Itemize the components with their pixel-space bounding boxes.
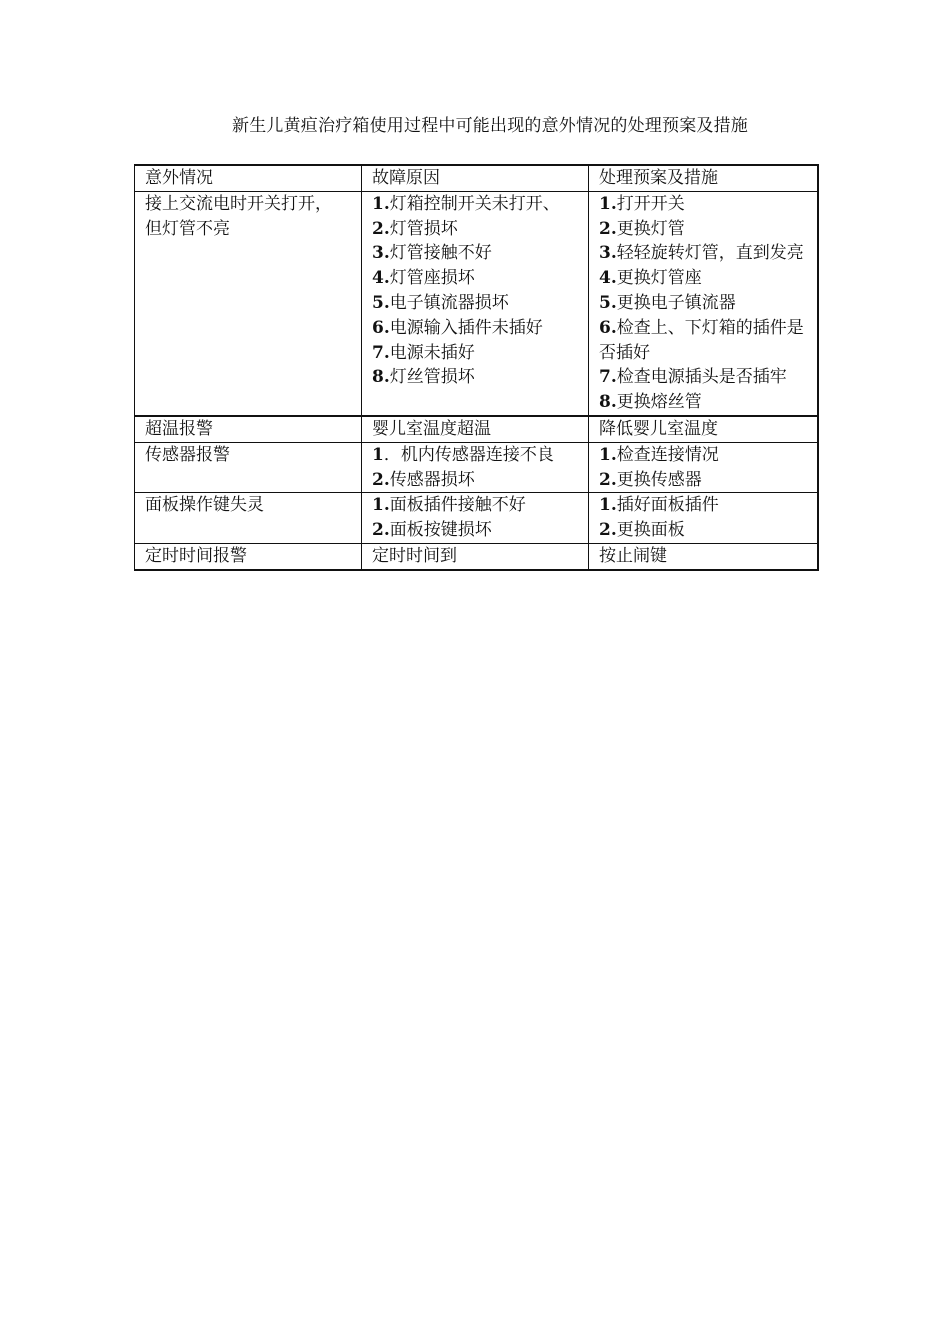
header-cause: 故障原因 bbox=[362, 165, 589, 191]
measure-item: 3.轻轻旋转灯管，直到发亮 bbox=[599, 243, 804, 264]
situation-cell bbox=[135, 416, 362, 442]
measure-item: 按止闹键 bbox=[599, 545, 667, 566]
cause-cell bbox=[362, 543, 589, 569]
cause-item: 定时时间到 bbox=[372, 545, 457, 566]
cause-item: 1.面板插件接触不好 bbox=[372, 495, 526, 516]
measure-item: 7.检查电源插头是否插牢 bbox=[599, 367, 787, 388]
cause-item: 4.灯管座损坏 bbox=[372, 268, 475, 289]
cause-cell bbox=[362, 191, 589, 416]
measure-item: 4.更换灯管座 bbox=[599, 268, 702, 289]
cause-item: 6.电源输入插件未插好 bbox=[372, 317, 543, 338]
situation-cell bbox=[135, 493, 362, 544]
cause-cell bbox=[362, 416, 589, 442]
header-situation: 意外情况 bbox=[135, 165, 362, 191]
situation-text: 定时时间报警 bbox=[145, 545, 247, 566]
cause-item: 婴儿室温度超温 bbox=[372, 418, 491, 439]
situation-cell bbox=[135, 442, 362, 493]
cause-item: 2.灯管损坏 bbox=[372, 218, 458, 239]
measure-item: 5.更换电子镇流器 bbox=[599, 292, 736, 313]
table-row bbox=[135, 543, 818, 569]
document-title: 新生儿黄疸治疗箱使用过程中可能出现的意外情况的处理预案及措施 bbox=[232, 116, 748, 136]
measure-item: 6.检查上、下灯箱的插件是否插好 bbox=[599, 317, 804, 363]
fault-handling-table bbox=[134, 164, 819, 571]
measures-cell bbox=[589, 442, 818, 493]
measures-cell bbox=[589, 543, 818, 569]
cause-item: 2.传感器损坏 bbox=[372, 469, 475, 490]
measure-item: 1.检查连接情况 bbox=[599, 444, 719, 465]
situation-cell bbox=[135, 191, 362, 416]
table-row bbox=[135, 493, 818, 544]
table-row bbox=[135, 416, 818, 442]
cause-cell bbox=[362, 442, 589, 493]
cause-item: 5.电子镇流器损坏 bbox=[372, 292, 509, 313]
cause-item: 1．机内传感器连接不良 bbox=[372, 444, 554, 465]
cause-item: 3.灯管接触不好 bbox=[372, 243, 492, 264]
cause-item: 7.电源未插好 bbox=[372, 342, 475, 363]
measure-item: 降低婴儿室温度 bbox=[599, 418, 718, 439]
cause-item: 8.灯丝管损坏 bbox=[372, 367, 475, 388]
table-header-row bbox=[135, 165, 818, 191]
situation-text: 传感器报警 bbox=[145, 444, 230, 465]
table-row bbox=[135, 191, 818, 416]
measure-item: 2.更换面板 bbox=[599, 520, 685, 541]
measures-cell bbox=[589, 416, 818, 442]
cause-item: 1.灯箱控制开关未打开、 bbox=[372, 193, 560, 214]
measure-item: 2.更换灯管 bbox=[599, 218, 685, 239]
cause-cell bbox=[362, 493, 589, 544]
table-row bbox=[135, 442, 818, 493]
cause-item: 2.面板按键损坏 bbox=[372, 520, 492, 541]
measure-item: 1.打开开关 bbox=[599, 193, 685, 214]
situation-text: 超温报警 bbox=[145, 418, 213, 439]
measure-item: 1.插好面板插件 bbox=[599, 495, 719, 516]
situation-text: 接上交流电时开关打开， bbox=[145, 193, 332, 214]
header-measures: 处理预案及措施 bbox=[589, 165, 818, 191]
measures-cell bbox=[589, 191, 818, 416]
situation-text: 但灯管不亮 bbox=[145, 218, 230, 239]
measure-item: 2.更换传感器 bbox=[599, 469, 702, 490]
measures-cell bbox=[589, 493, 818, 544]
situation-cell bbox=[135, 543, 362, 569]
situation-text: 面板操作键失灵 bbox=[145, 495, 264, 516]
measure-item: 8.更换熔丝管 bbox=[599, 392, 702, 413]
